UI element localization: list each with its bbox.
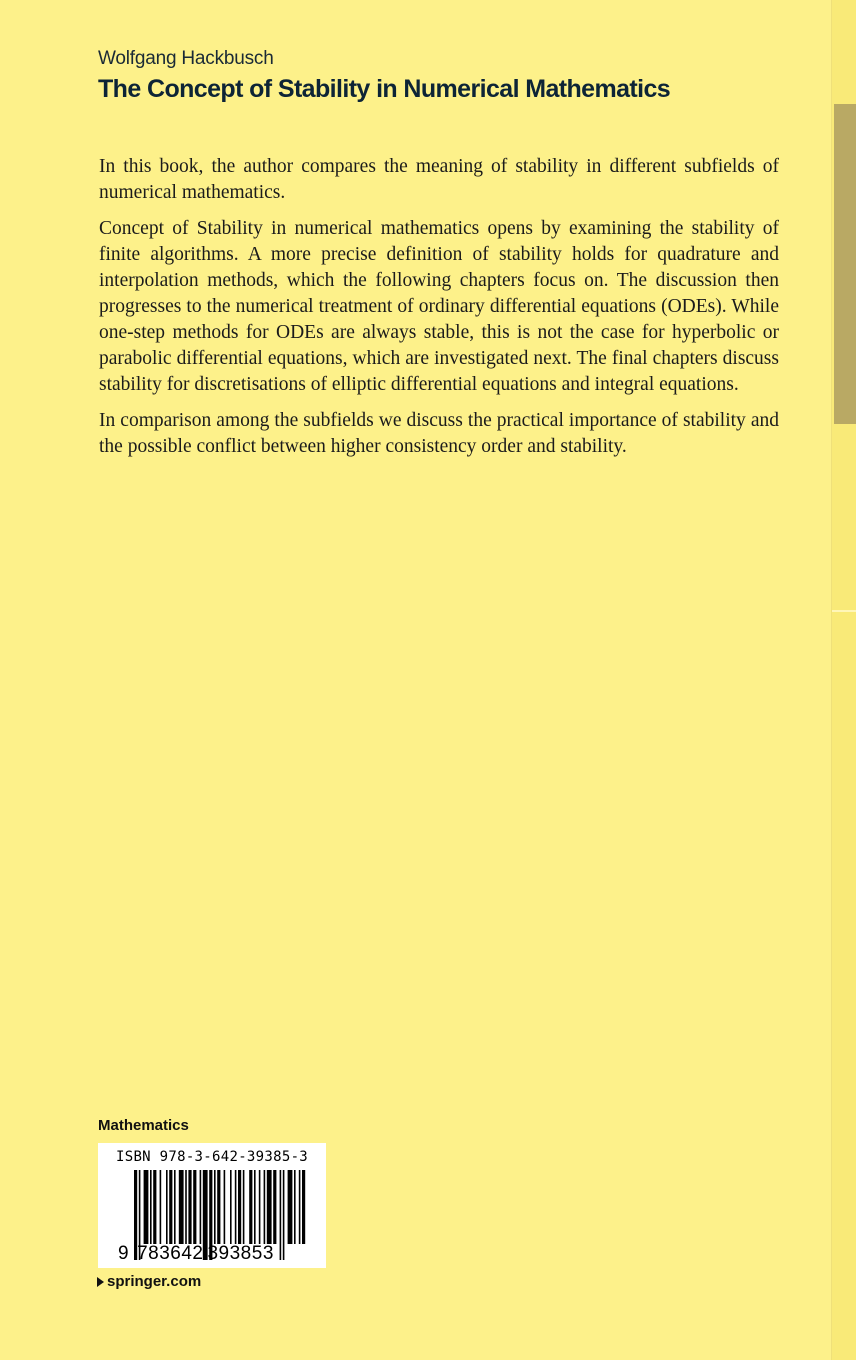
book-description [99,154,779,470]
barcode-bar [193,1170,196,1244]
author-name: Wolfgang Hackbusch [98,48,274,69]
barcode-digits-right: 393853 [207,1243,274,1264]
barcode-bar [179,1170,184,1244]
barcode-bar [294,1170,296,1244]
barcode-bar [264,1170,266,1244]
book-title: The Concept of Stability in Numerical Mathematics [98,75,671,103]
barcode-bar [230,1170,232,1244]
barcode-bar [235,1170,237,1244]
barcode-digits-left: 783642 [137,1243,204,1264]
barcode-bar [249,1170,252,1244]
barcode-bar [217,1170,220,1244]
barcode-bar [200,1170,202,1244]
isbn-label: ISBN 978-3-642-39385-3 [116,1149,309,1165]
barcode-bar [243,1170,245,1244]
barcode-digit-first: 9 [118,1243,130,1264]
description-paragraph: Concept of Stability in numerical mathematics opens by examining the stability of finite algorithms. A more precise definition of stability holds for quadrature and interpolation methods, which the following chapters focus on. The discussion then progresses to the numerical treatment of ordinary differential equations (ODEs). While one-step methods for ODEs are always stable, this is not the case for hyperbolic or parabolic differential equations, which are investigated next. The final chapters discuss stability for discretisations of elliptic differential equations and integral equations. [99,218,779,395]
barcode-bar [283,1170,285,1260]
barcode-bar [299,1170,301,1244]
barcode-bar [302,1170,305,1244]
barcode-bar [259,1170,261,1244]
barcode-bar [144,1170,149,1244]
barcode-digits [118,1243,274,1265]
barcode-bar [166,1170,168,1244]
barcode-bar [288,1170,293,1244]
subject-category: Mathematics [98,1117,189,1134]
publisher-link-text: springer.com [107,1273,202,1290]
description-paragraph: In this book, the author compares the meaning of stability in different subfields of numerical mathematics. [99,156,779,203]
barcode-bar [169,1170,172,1244]
barcode-bar [153,1170,156,1244]
spine-band [834,104,856,424]
barcode-bar [224,1170,226,1244]
arrow-right-icon [97,1277,104,1287]
barcode-bar [150,1170,152,1244]
barcode-bar [254,1170,256,1244]
barcode-bar [160,1170,162,1244]
barcode-bar [273,1170,276,1244]
barcode-bar [185,1170,187,1244]
isbn-barcode [98,1143,326,1268]
publisher-link[interactable] [97,1273,201,1290]
barcode-bar [188,1170,191,1244]
spine-divider [832,610,856,612]
barcode-bar [214,1170,216,1244]
barcode-bar [174,1170,176,1244]
barcode-bar [238,1170,241,1244]
description-paragraph: In comparison among the subfields we discuss the practical importance of stability and the possible conflict between higher consistency order and stability. [99,410,779,457]
barcode-bar [267,1170,272,1244]
barcode-bar [280,1170,282,1260]
